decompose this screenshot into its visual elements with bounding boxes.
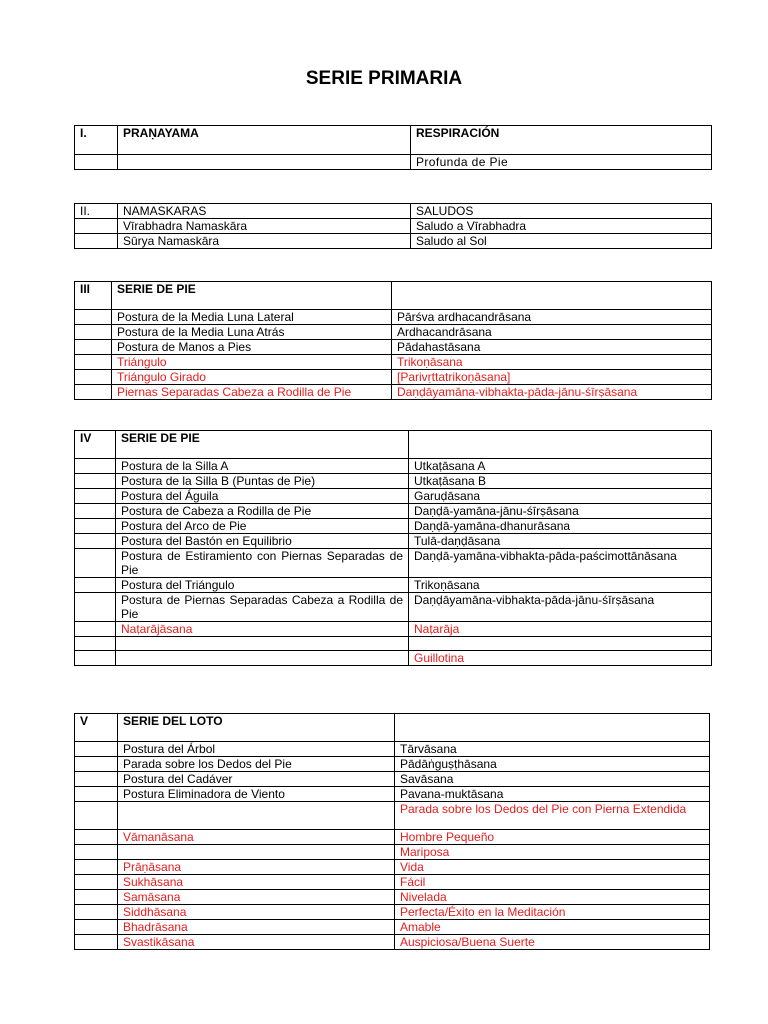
number-cell <box>75 355 112 370</box>
number-cell <box>75 875 118 890</box>
table-row <box>75 459 712 474</box>
posture-sanskrit <box>409 637 712 651</box>
section-table-namaskaras <box>74 203 712 249</box>
number-cell <box>75 637 116 651</box>
posture-name: Postura Eliminadora de Viento <box>118 787 395 802</box>
number-cell <box>75 935 118 950</box>
table-row <box>75 890 710 905</box>
posture-sanskrit: Daṇḍā-yamāna-jānu-śīrṣāsana <box>409 504 712 519</box>
table-row <box>75 385 712 400</box>
number-cell <box>75 519 116 534</box>
section-title: PRAṆAYAMA <box>118 126 411 155</box>
table-row <box>75 905 710 920</box>
section-number: V <box>75 714 118 742</box>
number-cell <box>75 310 112 325</box>
section-number: II. <box>75 204 118 219</box>
posture-name: Postura de la Silla B (Puntas de Pie) <box>116 474 409 489</box>
table-row <box>75 637 712 651</box>
number-cell <box>75 234 118 249</box>
posture-name: Postura del Águila <box>116 489 409 504</box>
number-cell <box>75 802 118 830</box>
section-title: NAMASKARAS <box>118 204 411 219</box>
posture-sanskrit: Auspiciosa/Buena Suerte <box>395 935 710 950</box>
number-cell <box>75 155 118 170</box>
posture-name: Vāmanāsana <box>118 830 395 845</box>
posture-translation: Saludo al Sol <box>411 234 712 249</box>
posture-sanskrit: Parada sobre los Dedos del Pie con Pierna Extendida <box>395 802 710 830</box>
number-cell <box>75 890 118 905</box>
section-translation <box>409 431 712 459</box>
number-cell <box>75 622 116 637</box>
number-cell <box>75 830 118 845</box>
number-cell <box>75 651 116 666</box>
number-cell <box>75 534 116 549</box>
table-row <box>75 920 710 935</box>
posture-sanskrit: Pādāṅguṣṭhāsana <box>395 757 710 772</box>
number-cell <box>75 742 118 757</box>
posture-name: Postura del Triángulo <box>116 578 409 593</box>
section-translation: RESPIRACIÓN <box>411 126 712 155</box>
page-title: SERIE PRIMARIA <box>305 68 463 89</box>
table-row <box>75 234 712 249</box>
section-table-serie-del-loto <box>74 713 710 950</box>
number-cell <box>75 772 118 787</box>
table-header-row <box>75 282 712 310</box>
posture-sanskrit: Utkaṭāsana B <box>409 474 712 489</box>
section-number: III <box>75 282 112 310</box>
table-row <box>75 651 712 666</box>
table-row <box>75 355 712 370</box>
posture-name: Piernas Separadas Cabeza a Rodilla de Pie <box>112 385 392 400</box>
posture-sanskrit: Pādahastāsana <box>392 340 712 355</box>
section-title: SERIE DE PIE <box>112 282 392 310</box>
table-row <box>75 757 710 772</box>
table-row <box>75 578 712 593</box>
table-row <box>75 830 710 845</box>
number-cell <box>75 787 118 802</box>
posture-name: Bhadrāsana <box>118 920 395 935</box>
table-row <box>75 935 710 950</box>
table-row <box>75 519 712 534</box>
section-title: SERIE DE PIE <box>116 431 409 459</box>
posture-sanskrit: Pavana-muktāsana <box>395 787 710 802</box>
posture-name: Naṭarājāsana <box>116 622 409 637</box>
posture-sanskrit: Daṇḍā-yamāna-vibhakta-pāda-paścimottānāsana <box>409 549 712 578</box>
posture-sanskrit: Pārśva ardhacandrāsana <box>392 310 712 325</box>
posture-name: Svastikāsana <box>118 935 395 950</box>
section-table-pranayama <box>74 125 712 170</box>
table-row <box>75 772 710 787</box>
posture-name: Postura del Árbol <box>118 742 395 757</box>
posture-name: Siddhāsana <box>118 905 395 920</box>
posture-translation: Saludo a Vīrabhadra <box>411 219 712 234</box>
posture-name: Postura del Bastón en Equilibrio <box>116 534 409 549</box>
table-header-row <box>75 126 712 155</box>
number-cell <box>75 474 116 489</box>
table-header-row <box>75 431 712 459</box>
posture-sanskrit: Daṇḍā-yamāna-dhanurāsana <box>409 519 712 534</box>
posture-sanskrit: Trikoṇāsana <box>392 355 712 370</box>
table-row <box>75 845 710 860</box>
posture-name: Postura de Estiramiento con Piernas Separadas de Pie <box>116 549 409 578</box>
section-number: IV <box>75 431 116 459</box>
posture-name: Postura de Piernas Separadas Cabeza a Rodilla de Pie <box>116 593 409 622</box>
table-row <box>75 489 712 504</box>
table-header-row <box>75 714 710 742</box>
posture-sanskrit: Daṇḍāyamāna-vibhakta-pāda-jānu-śīrṣāsana <box>409 593 712 622</box>
posture-sanskrit: Naṭarāja <box>409 622 712 637</box>
posture-name: Postura de Cabeza a Rodilla de Pie <box>116 504 409 519</box>
number-cell <box>75 370 112 385</box>
number-cell <box>75 920 118 935</box>
posture-sanskrit: Tulā-daṇḍāsana <box>409 534 712 549</box>
section-translation <box>395 714 710 742</box>
number-cell <box>75 340 112 355</box>
posture-name: Postura de la Silla A <box>116 459 409 474</box>
posture-name: Samāsana <box>118 890 395 905</box>
posture-name <box>118 802 395 830</box>
table-row <box>75 219 712 234</box>
table-row <box>75 340 712 355</box>
table-row <box>75 474 712 489</box>
posture-sanskrit: Daṇḍāyamāna-vibhakta-pāda-jānu-śīrṣāsana <box>392 385 712 400</box>
table-row <box>75 860 710 875</box>
posture-name: Sukhāsana <box>118 875 395 890</box>
section-title: SERIE DEL LOTO <box>118 714 395 742</box>
number-cell <box>75 459 116 474</box>
number-cell <box>75 549 116 578</box>
posture-name <box>116 637 409 651</box>
posture-name <box>118 845 395 860</box>
posture-name <box>118 155 411 170</box>
number-cell <box>75 578 116 593</box>
posture-sanskrit: Guillotina <box>409 651 712 666</box>
posture-name: Postura de Manos a Pies <box>112 340 392 355</box>
table-row <box>75 802 710 830</box>
table-header-row <box>75 204 712 219</box>
table-row <box>75 534 712 549</box>
posture-name: Vīrabhadra Namaskāra <box>118 219 411 234</box>
number-cell <box>75 593 116 622</box>
table-row <box>75 787 710 802</box>
table-row <box>75 504 712 519</box>
posture-sanskrit: Ardhacandrāsana <box>392 325 712 340</box>
posture-sanskrit: Mariposa <box>395 845 710 860</box>
posture-sanskrit: Fácil <box>395 875 710 890</box>
posture-sanskrit: [Parivṛttatrikoṇāsana] <box>392 370 712 385</box>
posture-sanskrit: Vida <box>395 860 710 875</box>
posture-sanskrit: Amable <box>395 920 710 935</box>
section-translation: SALUDOS <box>411 204 712 219</box>
posture-sanskrit: Utkaṭāsana A <box>409 459 712 474</box>
table-row <box>75 622 712 637</box>
posture-name: Postura del Arco de Pie <box>116 519 409 534</box>
posture-name: Parada sobre los Dedos del Pie <box>118 757 395 772</box>
posture-name: Triángulo Girado <box>112 370 392 385</box>
number-cell <box>75 860 118 875</box>
posture-name: Triángulo <box>112 355 392 370</box>
posture-sanskrit: Garuḍāsana <box>409 489 712 504</box>
number-cell <box>75 905 118 920</box>
number-cell <box>75 489 116 504</box>
posture-name: Sūrya Namaskāra <box>118 234 411 249</box>
posture-sanskrit: Hombre Pequeño <box>395 830 710 845</box>
posture-name: Postura de la Media Luna Lateral <box>112 310 392 325</box>
table-row <box>75 370 712 385</box>
number-cell <box>75 385 112 400</box>
posture-sanskrit: Savāsana <box>395 772 710 787</box>
table-row <box>75 742 710 757</box>
section-translation <box>392 282 712 310</box>
number-cell <box>75 757 118 772</box>
posture-name: Prāṇāsana <box>118 860 395 875</box>
section-number: I. <box>75 126 118 155</box>
posture-name <box>116 651 409 666</box>
posture-name: Postura de la Media Luna Atrás <box>112 325 392 340</box>
posture-translation: Profunda de Pie <box>411 155 712 170</box>
posture-sanskrit: Trikoṇāsana <box>409 578 712 593</box>
posture-sanskrit: Nivelada <box>395 890 710 905</box>
table-row <box>75 155 712 170</box>
table-row <box>75 593 712 622</box>
posture-sanskrit: Tārvāsana <box>395 742 710 757</box>
section-table-serie-de-pie-iv <box>74 430 712 666</box>
number-cell <box>75 845 118 860</box>
table-row <box>75 875 710 890</box>
table-row <box>75 325 712 340</box>
number-cell <box>75 504 116 519</box>
section-table-serie-de-pie-iii <box>74 281 712 400</box>
posture-sanskrit: Perfecta/Éxito en la Meditación <box>395 905 710 920</box>
posture-name: Postura del Cadáver <box>118 772 395 787</box>
table-row <box>75 549 712 578</box>
table-row <box>75 310 712 325</box>
number-cell <box>75 219 118 234</box>
number-cell <box>75 325 112 340</box>
